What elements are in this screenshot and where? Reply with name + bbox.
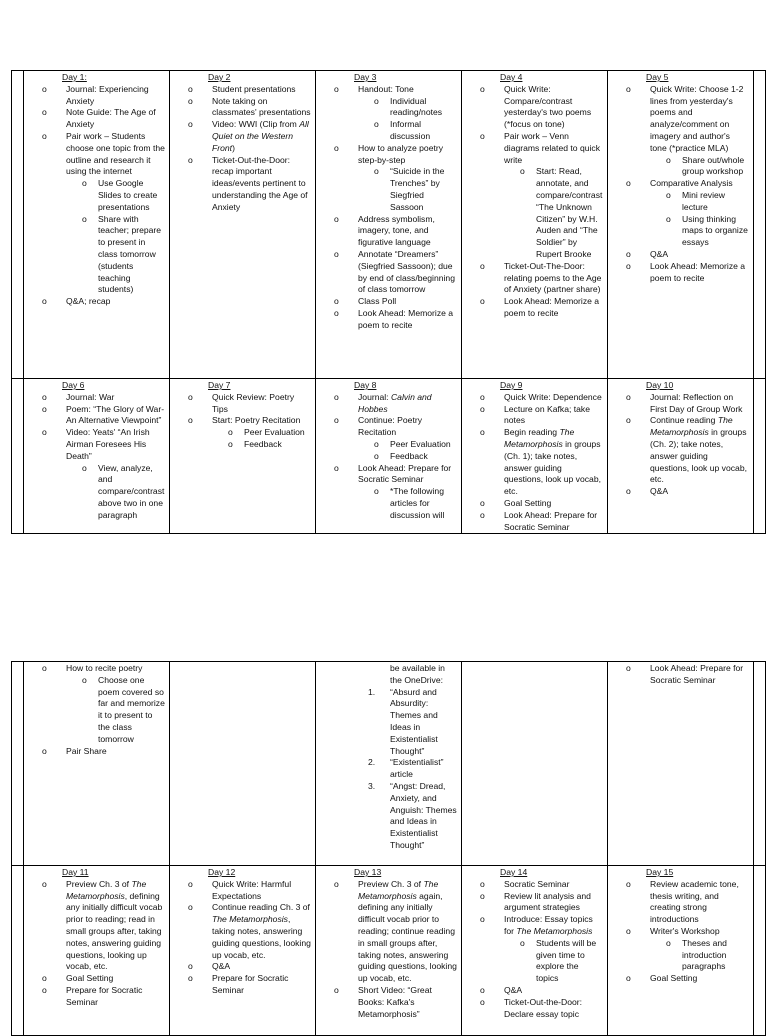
bullet-list: [28, 879, 165, 1009]
italic-title: The Metamorphosis: [358, 878, 439, 901]
item-text: Prepare for Socratic Seminar: [212, 973, 289, 995]
day-cell: [462, 866, 608, 1036]
sub-list-item: [466, 938, 603, 985]
numbered-item: [338, 687, 457, 758]
lesson-plan-table-page2: [11, 661, 766, 1036]
list-item: [320, 214, 457, 249]
left-margin-cell: [12, 71, 24, 379]
italic-title: The Metamorphosis: [66, 878, 147, 901]
numbered-list: [320, 687, 457, 852]
item-text: Informal discussion: [390, 119, 431, 141]
list-item: [28, 985, 165, 1009]
item-text: Goal Setting: [650, 973, 698, 984]
day-title: Day 4: [500, 72, 523, 82]
sub-list-item: [320, 119, 457, 143]
list-item: [174, 879, 311, 903]
item-text: Journal:: [358, 391, 391, 402]
item-text: Pair work – Students choose one topic from the outline and research it using the internet: [66, 130, 165, 177]
numbered-item: [338, 757, 457, 781]
item-text: Review academic tone, thesis writing, and creating strong introductions: [650, 878, 739, 925]
list-item: [612, 261, 749, 285]
item-text: Class Poll: [358, 296, 397, 307]
list-item: [320, 879, 457, 985]
item-text: Feedback: [390, 450, 428, 461]
day-cell: [170, 866, 316, 1036]
bullet-list: [466, 392, 603, 534]
item-text: Ticket-Out-the-Door: Declare essay topic: [504, 996, 582, 1019]
bullet-list: [28, 663, 165, 757]
item-text: Review lit analysis and argument strategies: [504, 890, 591, 913]
list-item: [612, 415, 749, 486]
item-text: Writer's Workshop: [650, 925, 720, 936]
right-margin-cell: [754, 71, 766, 379]
item-text: Q&A: [650, 248, 669, 259]
day-cell: [170, 71, 316, 379]
item-text: “Angst: Dread, Anxiety, and Anguish: Themes and Ideas in Existentialist Thought”: [390, 780, 457, 850]
item-text: How to recite poetry: [66, 663, 143, 673]
sub-list-item: [28, 178, 165, 213]
sub-list-item: [174, 439, 311, 451]
list-item: [466, 427, 603, 498]
list-item: [612, 249, 749, 261]
item-text: Socratic Seminar: [504, 878, 570, 889]
day-title: Day 9: [500, 380, 523, 390]
sub-list-item: [612, 190, 749, 214]
sub-bullet-list: [466, 166, 603, 260]
continuation-text: be available in the OneDrive:: [390, 663, 445, 685]
item-text: Look Ahead: Memorize a poem to recite: [650, 260, 746, 283]
list-item: [612, 926, 749, 973]
day-cell: [24, 71, 170, 379]
item-text: Journal: Experiencing Anxiety: [66, 83, 149, 106]
item-text: Pair work – Venn diagrams related to quick write: [504, 130, 601, 165]
item-text: Q&A: [650, 486, 669, 497]
item-text: Poem: “The Glory of War-An Alternative Viewpoint”: [66, 403, 165, 426]
list-item: [28, 131, 165, 296]
item-text: Comparative Analysis: [650, 178, 733, 189]
item-text: Share out/whole group workshop: [682, 154, 745, 177]
list-item: [320, 463, 457, 522]
item-text: Peer Evaluation: [244, 427, 305, 438]
day-cell: [316, 662, 462, 866]
item-text: Look Ahead: Prepare for Socratic Seminar: [358, 462, 452, 485]
list-item: [28, 107, 165, 131]
left-margin-cell: [12, 662, 24, 866]
day-title: Day 8: [354, 380, 377, 390]
list-item: [612, 663, 749, 687]
sub-bullet-list: [320, 96, 457, 143]
item-text: Share with teacher; prepare to present in class tomorrow (students teaching students): [98, 213, 162, 295]
item-text: Pair Share: [66, 745, 107, 756]
day-cell: [462, 379, 608, 534]
list-item: [612, 392, 749, 416]
day-cell: [462, 662, 608, 866]
item-text: Preview Ch. 3 of: [358, 878, 424, 889]
list-item: [612, 973, 749, 985]
item-text: Prepare for Socratic Seminar: [66, 984, 143, 1007]
day-title: Day 14: [500, 867, 528, 877]
list-item: [28, 392, 165, 404]
day-cell: [608, 662, 754, 866]
bullet-list: [174, 392, 311, 451]
day-title: Day 7: [208, 380, 231, 390]
italic-title: Calvin and Hobbes: [358, 391, 432, 414]
bullet-list: [174, 84, 311, 214]
bullet-list: [466, 84, 603, 320]
item-text: Continue reading: [650, 415, 718, 426]
sub-list-item: [174, 427, 311, 439]
sub-list-item: [320, 451, 457, 463]
list-item: [174, 96, 311, 120]
day-title: Day 10: [646, 380, 674, 390]
item-text: Continue: Poetry Recitation: [358, 415, 423, 438]
bullet-list: [612, 663, 749, 687]
sub-list-item: [28, 463, 165, 522]
list-item: [320, 249, 457, 296]
list-item: [174, 961, 311, 973]
list-item: [28, 404, 165, 428]
list-item: [28, 296, 165, 308]
italic-title: The Metamorphosis: [212, 914, 288, 925]
day-title: Day 12: [208, 867, 236, 877]
day-cell: [170, 379, 316, 534]
item-text: Short Video: “Great Books: Kafka's Metamorphosis”: [358, 984, 432, 1019]
lesson-plan-table-page1: [11, 70, 766, 534]
list-item: [466, 131, 603, 261]
day-cell: [316, 71, 462, 379]
sub-bullet-list: [612, 155, 749, 179]
list-item: [320, 308, 457, 332]
bullet-list: [466, 879, 603, 1021]
list-item: [174, 155, 311, 214]
item-text: again, defining any initially difficult vocab prior to reading; continue reading in small groups after, taking notes, answering guiding questions, looking up vocab, etc.: [358, 890, 457, 984]
italic-title: The Metamorphosis: [516, 925, 593, 936]
sub-list-item: [320, 486, 457, 521]
numbered-item: [338, 781, 457, 852]
list-item: [612, 486, 749, 498]
bullet-list: [320, 84, 457, 332]
list-item: [466, 879, 603, 891]
item-text: How to analyze poetry step-by-step: [358, 142, 444, 165]
day-cell: [608, 71, 754, 379]
right-margin-cell: [754, 379, 766, 534]
day-cell: [608, 379, 754, 534]
item-text: Continue reading Ch. 3 of: [212, 902, 310, 913]
italic-title: The Metamorphosis: [650, 415, 733, 438]
sub-list-item: [28, 675, 165, 746]
list-item: [320, 415, 457, 462]
sub-list-item: [320, 96, 457, 120]
day-title: Day 11: [62, 867, 89, 877]
list-item: [466, 498, 603, 510]
sub-bullet-list: [28, 675, 165, 746]
item-text: Use Google Slides to create presentations: [98, 178, 158, 212]
item-text: Begin reading: [504, 427, 560, 438]
bullet-list: [320, 392, 457, 522]
item-text: Q&A: [212, 961, 231, 972]
item-text: Q&A: [504, 984, 523, 995]
week2-row: [12, 379, 766, 534]
list-item: [466, 261, 603, 296]
item-text: , taking notes, answering guiding questions, looking up vocab, etc.: [212, 914, 311, 960]
item-text: Video: Yeats' “An Irish Airman Foresees His Death”: [66, 427, 150, 461]
bullet-list: [28, 392, 165, 522]
item-text: in groups (Ch. 1); take notes, answer guiding questions, look up vocab, etc.: [504, 438, 601, 497]
item-text: Quick Review: Poetry Tips: [212, 391, 295, 414]
list-item: [466, 296, 603, 320]
day-cell: [462, 71, 608, 379]
item-text: Start: Read, annotate, and compare/contrast “The Unknown Citizen” by W.H. Auden and “The Soldier” by Rupert Brooke: [536, 166, 603, 259]
list-item: [612, 84, 749, 178]
list-item: [174, 902, 311, 961]
item-text: Quick Write: Dependence: [504, 391, 602, 402]
list-item: [28, 663, 165, 746]
sub-bullet-list: [174, 427, 311, 451]
list-item: [466, 392, 603, 404]
bullet-list: [28, 84, 165, 308]
italic-title: All Quiet on the Western Front: [212, 119, 309, 153]
continuation-row: [12, 662, 766, 866]
item-text: Journal: War: [66, 391, 115, 402]
list-item: [28, 973, 165, 985]
item-text: Quick Write: Harmful Expectations: [212, 878, 292, 901]
item-text: Mini review lecture: [682, 189, 725, 212]
item-text: Feedback: [244, 438, 282, 449]
list-item: [174, 119, 311, 154]
sub-bullet-list: [466, 938, 603, 985]
item-text: Theses and introduction paragraphs: [682, 937, 727, 972]
day-title: Day 13: [354, 867, 382, 877]
item-text: Students will be given time to explore the topics: [536, 937, 597, 984]
sub-list-item: [320, 439, 457, 451]
day-cell: [608, 866, 754, 1036]
item-text: Note taking on classmates' presentations: [212, 95, 311, 118]
sub-list-item: [466, 166, 603, 260]
item-text: Choose one poem covered so far and memorize it to present to the class tomorrow: [98, 674, 165, 744]
list-item: [466, 891, 603, 915]
sub-bullet-list: [320, 166, 457, 213]
left-margin-cell: [12, 866, 24, 1036]
list-item: [320, 985, 457, 1020]
sub-bullet-list: [28, 178, 165, 296]
item-text: Annotate “Dreamers” (Siegfried Sassoon); due by end of class/beginning of class tomorrow: [358, 248, 455, 295]
item-text: Goal Setting: [504, 497, 552, 508]
list-item: [466, 84, 603, 131]
sub-list-item: [28, 214, 165, 297]
list-item: [466, 985, 603, 997]
list-item: [174, 84, 311, 96]
right-margin-cell: [754, 662, 766, 866]
list-item: [28, 427, 165, 521]
sub-bullet-list: [320, 439, 457, 463]
day-title: Day 15: [646, 867, 674, 877]
list-item: [466, 404, 603, 428]
list-item: [320, 84, 457, 143]
item-text: Student presentations: [212, 83, 296, 94]
list-item: [28, 879, 165, 973]
item-text: Handout: Tone: [358, 83, 414, 94]
list-item: [320, 143, 457, 214]
item-text: Lecture on Kafka; take notes: [504, 403, 590, 426]
item-text: “Existentialist” article: [390, 757, 444, 780]
day-cell: [316, 866, 462, 1036]
item-text: Look Ahead: Prepare for Socratic Seminar: [504, 509, 598, 532]
list-item: [28, 84, 165, 108]
list-item: [174, 392, 311, 416]
day-cell: [24, 379, 170, 534]
italic-title: The Metamorphosis: [504, 427, 575, 449]
item-text: Look Ahead: Memorize a poem to recite: [358, 307, 454, 330]
item-text: Look Ahead: Prepare for Socratic Seminar: [650, 663, 744, 685]
list-item: [174, 415, 311, 450]
item-text: Start: Poetry Recitation: [212, 415, 301, 426]
sub-list-item: [612, 155, 749, 179]
day-title: Day 5: [646, 72, 669, 82]
list-item: [320, 392, 457, 416]
day-title: Day 2: [208, 72, 231, 82]
day-title: Day 6: [62, 380, 85, 390]
item-text: Address symbolism, imagery, tone, and figurative language: [358, 213, 435, 248]
left-margin-cell: [12, 379, 24, 534]
sub-list-item: [612, 214, 749, 249]
item-text: Goal Setting: [66, 973, 114, 984]
day-cell: [170, 662, 316, 866]
week3-row: [12, 866, 766, 1036]
item-text: Ticket-Out-the-Door: recap important ideas/events pertinent to understanding the Age of Anxiety: [212, 154, 308, 212]
list-item: [28, 746, 165, 758]
item-text: Individual reading/notes: [390, 95, 443, 118]
item-text: Note Guide: The Age of Anxiety: [66, 107, 156, 130]
sub-list-item: [320, 166, 457, 213]
bullet-list: [612, 84, 749, 285]
bullet-list: [320, 879, 457, 1021]
sub-bullet-list: [612, 938, 749, 973]
day-title: Day 3: [354, 72, 377, 82]
day-cell: [24, 662, 170, 866]
item-text: ): [232, 142, 235, 153]
right-margin-cell: [754, 866, 766, 1036]
list-item: [466, 914, 603, 985]
item-text: Using thinking maps to organize essays: [682, 213, 748, 248]
item-text: Ticket-Out-The-Door: relating poems to the Age of Anxiety (partner share): [504, 260, 602, 295]
item-text: Quick Write: Choose 1-2 lines from yesterday's poems and analyze/comment on imagery and author's tone (*practice MLA): [650, 83, 744, 153]
bullet-list: [612, 392, 749, 498]
item-text: in groups (Ch. 2); take notes, answer guiding questions, look up vocab, etc.: [650, 427, 747, 485]
bullet-list: [174, 879, 311, 997]
item-text: Preview Ch. 3 of: [66, 878, 132, 889]
item-text: , defining any initially difficult vocab prior to reading; read in small groups after, taking notes, answering guiding questions, looking up vocab, etc.: [66, 890, 163, 972]
item-text: *The following articles for discussion will: [390, 486, 445, 520]
week1-row: [12, 71, 766, 379]
item-text: Journal: Reflection on First Day of Group Work: [650, 391, 743, 414]
list-item: [612, 879, 749, 926]
item-text: Video: WWI (Clip from: [212, 119, 300, 130]
item-text: Introduce: Essay topics for: [504, 914, 593, 936]
item-text: “Absurd and Absurdity: Themes and Ideas in Existentialist Thought”: [390, 686, 438, 756]
item-text: View, analyze, and compare/contrast above two in one paragraph: [98, 462, 165, 520]
bullet-list: [612, 879, 749, 985]
item-text: Q&A; recap: [66, 296, 111, 307]
list-item: [174, 973, 311, 997]
item-text: Look Ahead: Memorize a poem to recite: [504, 296, 600, 318]
list-item: [320, 296, 457, 308]
day-title: Day 1:: [62, 72, 87, 82]
item-text: “Suicide in the Trenches” by Siegfried Sassoon: [390, 166, 445, 212]
list-item: [466, 510, 603, 534]
day-cell: [316, 379, 462, 534]
day-cell: [24, 866, 170, 1036]
sub-list-item: [612, 938, 749, 973]
sub-bullet-list: [28, 463, 165, 522]
list-item: [466, 997, 603, 1021]
sub-bullet-list: [612, 190, 749, 249]
item-text: Peer Evaluation: [390, 438, 451, 449]
sub-bullet-list: [320, 486, 457, 521]
item-text: Quick Write: Compare/contrast yesterday's two poems (*focus on tone): [504, 83, 592, 130]
list-item: [612, 178, 749, 249]
